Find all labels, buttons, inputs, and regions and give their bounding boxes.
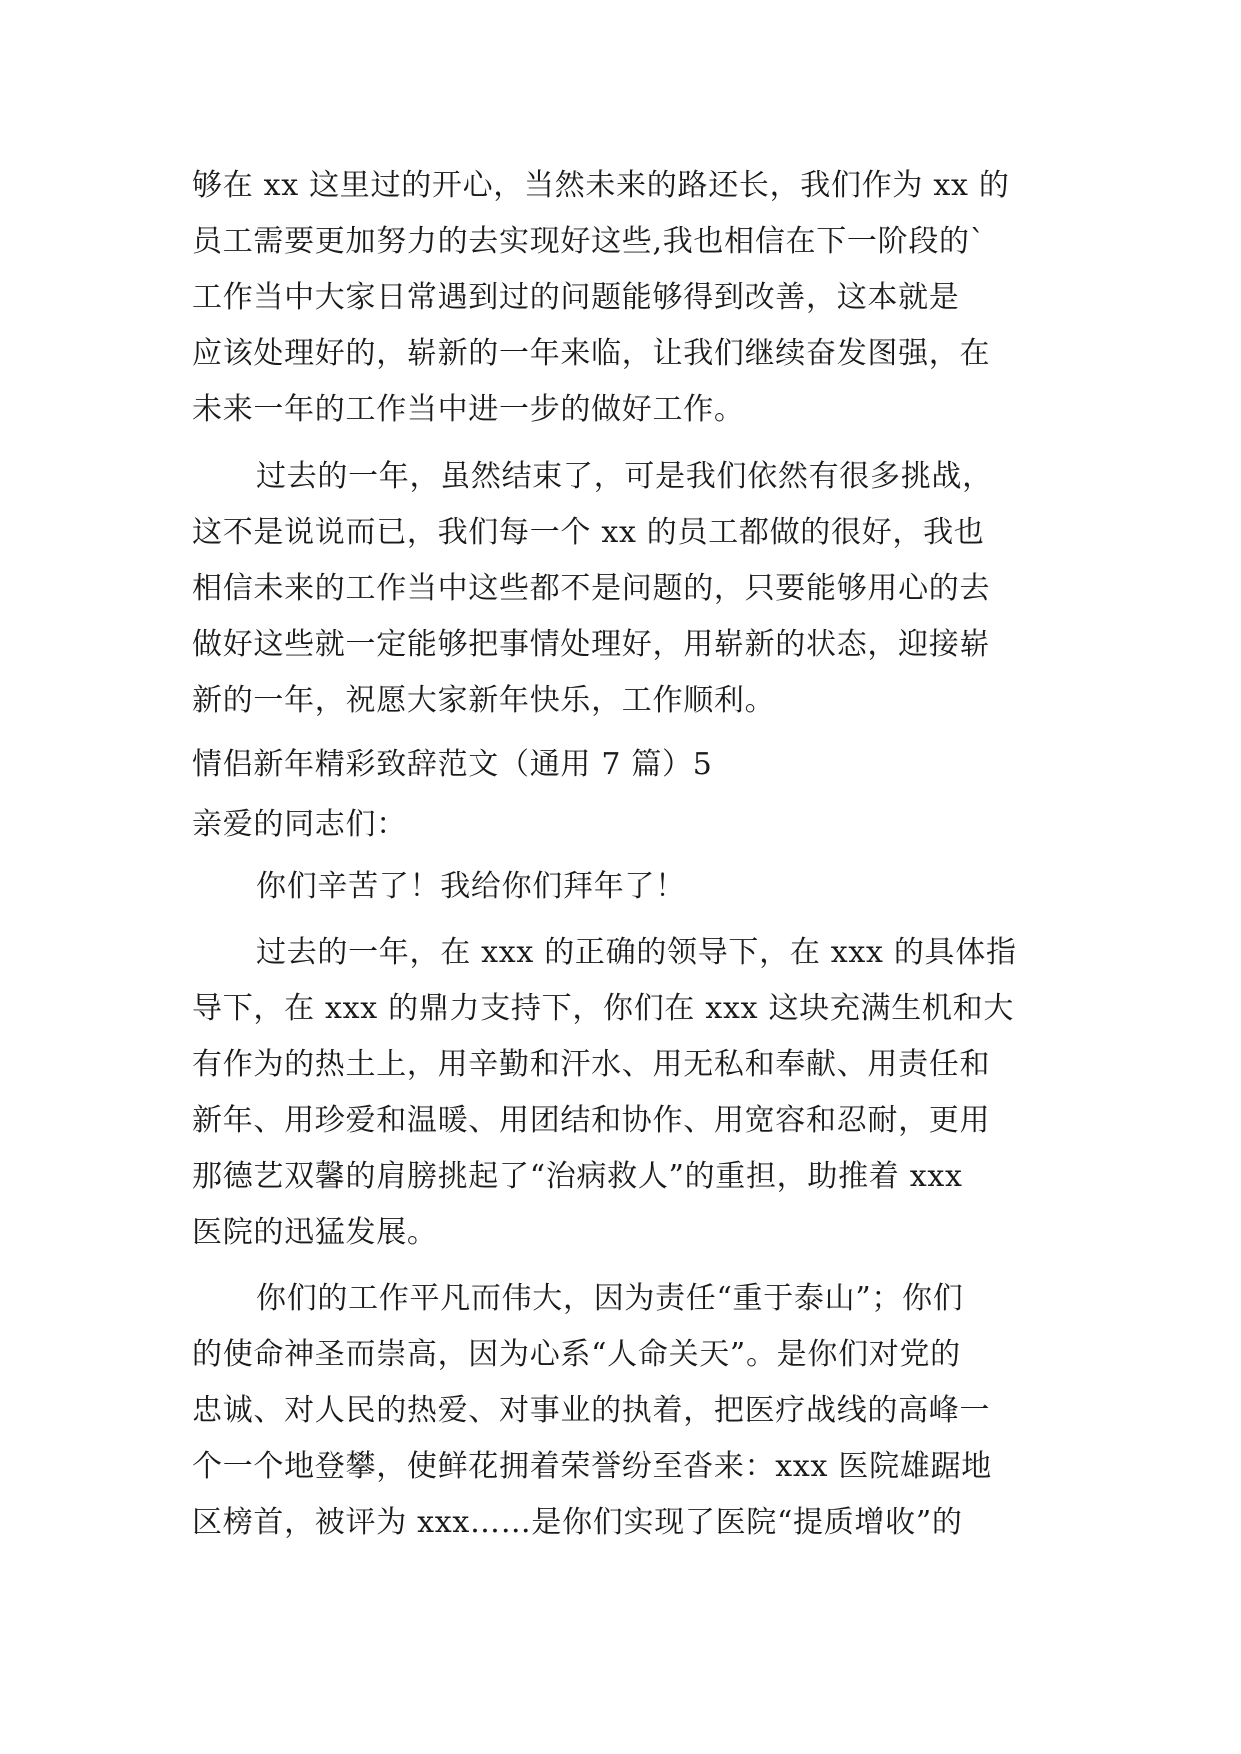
text-line: 新年、用珍爱和温暖、用团结和协作、用宽容和忍耐，更用 [192, 1103, 991, 1138]
text-line: 那德艺双馨的肩膀挑起了“治病救人”的重担，助推着 xxx [192, 1159, 963, 1194]
text-line: 相信未来的工作当中这些都不是问题的，只要能够用心的去 [192, 571, 991, 606]
paragraph-first-line: 你们的工作平凡而伟大，因为责任“重于泰山”；你们 [256, 1281, 964, 1316]
text-line: 够在 xx 这里过的开心，当然未来的路还长，我们作为 xx 的 [192, 168, 1010, 203]
text-line: 工作当中大家日常遇到过的问题能够得到改善，这本就是 [192, 280, 960, 315]
text-line: 区榜首，被评为 xxx……是你们实现了医院“提质增收”的 [192, 1505, 963, 1540]
text-line: 未来一年的工作当中进一步的做好工作。 [192, 392, 745, 427]
text-line: 新的一年，祝愿大家新年快乐，工作顺利。 [192, 683, 776, 718]
text-line: 医院的迅猛发展。 [192, 1215, 438, 1250]
text-line: 导下，在 xxx 的鼎力支持下，你们在 xxx 这块充满生机和大 [192, 991, 1015, 1026]
paragraph-first-line: 过去的一年，虽然结束了，可是我们依然有很多挑战， [256, 459, 993, 494]
paragraph-first-line: 你们辛苦了！我给你们拜年了！ [256, 869, 686, 904]
paragraph-first-line: 过去的一年，在 xxx 的正确的领导下，在 xxx 的具体指 [256, 935, 1017, 970]
text-line: 个一个地登攀，使鲜花拥着荣誉纷至沓来：xxx 医院雄踞地 [192, 1449, 992, 1484]
text-line: 有作为的热土上，用辛勤和汗水、用无私和奉献、用责任和 [192, 1047, 991, 1082]
text-line: 做好这些就一定能够把事情处理好，用崭新的状态，迎接崭 [192, 627, 991, 662]
text-line: 员工需要更加努力的去实现好这些,我也相信在下一阶段的` [192, 224, 986, 259]
section-heading: 情侣新年精彩致辞范文（通用 7 篇）5 [192, 747, 713, 782]
text-line: 这不是说说而已，我们每一个 xx 的员工都做的很好，我也 [192, 515, 985, 550]
text-line: 忠诚、对人民的热爱、对事业的执着，把医疗战线的高峰一 [192, 1393, 991, 1428]
text-line: 应该处理好的，崭新的一年来临，让我们继续奋发图强，在 [192, 336, 991, 371]
text-line: 的使命神圣而崇高，因为心系“人命关天”。是你们对党的 [192, 1337, 961, 1372]
salutation: 亲爱的同志们： [192, 807, 407, 842]
